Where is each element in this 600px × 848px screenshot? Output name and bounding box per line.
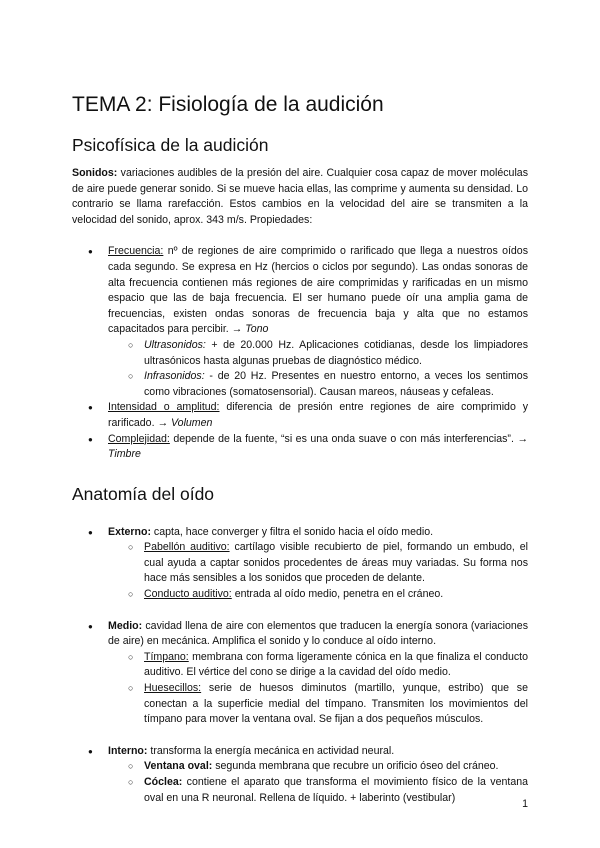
- section-heading-psicofisica: Psicofísica de la audición: [72, 135, 269, 155]
- sound-properties-list: [72, 244, 528, 462]
- list-item-timpano: [108, 650, 528, 681]
- term-huesecillos: Huesecillos:: [144, 682, 202, 695]
- list-item-externo: [72, 525, 528, 603]
- list-item-huesecillos: [108, 681, 528, 728]
- externo-definition: capta, hace converger y filtra el sonido hacia el oído medio.: [150, 525, 434, 538]
- sonidos-definition: variaciones audibles de la presión del aire. Cualquier cosa capaz de mover moléculas de aire puede generar sonido. Si se mueve hacia ellas, las comprime y aumenta su densidad. Lo contrario se llama rarefacción. Estos cambios en la velocidad del aire se transmiten a la velocidad del sonido, aprox. 343 m/s. Propiedades:: [72, 167, 528, 226]
- term-ventana-oval: Ventana oval:: [144, 760, 213, 773]
- frecuencia-sublist: [108, 338, 528, 400]
- list-item-intensidad: [72, 400, 528, 431]
- list-item-pabellon: [108, 540, 528, 587]
- tag-volumen: Volumen: [171, 416, 213, 429]
- term-ultrasonidos: Ultrasonidos:: [144, 338, 206, 351]
- list-item-complejidad: [72, 432, 528, 463]
- ear-externo-list: [72, 525, 528, 603]
- term-intensidad: Intensidad o amplitud:: [108, 401, 220, 414]
- term-coclea: Cóclea:: [144, 776, 183, 788]
- pabellon-definition: cartílago visible recubierto de piel, formando un embudo, el cual ayuda a captar sonidos procedentes de áreas muy variadas. Su forma nos hace más sensibles a los sonidos que proceden de delante.: [144, 541, 528, 585]
- section-heading-anatomia: Anatomía del oído: [72, 483, 215, 504]
- list-item-infrasonidos: [108, 369, 528, 400]
- tag-timbre: Timbre: [108, 448, 141, 461]
- list-item-ventana-oval: [108, 759, 528, 775]
- ear-medio-list: [72, 619, 528, 728]
- medio-sublist: [108, 650, 528, 728]
- ear-interno-list: [72, 744, 528, 806]
- page-number: 1: [522, 798, 528, 810]
- complejidad-definition: depende de la fuente, “si es una onda suave o con más interferencias”. →: [169, 432, 528, 445]
- term-complejidad: Complejidad:: [108, 432, 170, 445]
- infrasonidos-definition: - de 20 Hz. Presentes en nuestro entorno, a veces los sentimos como vibraciones (somatosensorial). Causan mareos, náuseas y cefaleas.: [144, 370, 528, 398]
- term-externo: Externo:: [108, 525, 151, 538]
- tag-tono: Tono: [245, 323, 269, 336]
- ventana-oval-definition: segunda membrana que recubre un orificio óseo del cráneo.: [212, 760, 499, 773]
- term-conducto: Conducto auditivo:: [144, 588, 232, 601]
- frecuencia-definition: nº de regiones de aire comprimido o rarificado que llega a nuestros oídos cada segundo. Se expresa en Hz (hercios o ciclos por segundo). Las ondas sonoras de alta frecuencia contienen más regiones de aire comprimidas y rarificadas en un mismo espacio que las de baja frecuencia. El ser humano puede oír una amplia gama de frecuencias, existen ondas sonoras de frecuencia baja y alta que no estamos capacitados para percibir. →: [108, 245, 528, 336]
- timpano-definition: membrana con forma ligeramente cónica en la que finaliza el conducto auditivo. El vértice del cono se dirige a la cavidad del oído medio.: [144, 650, 528, 679]
- huesecillos-definition: serie de huesos diminutos (martillo, yunque, estribo) que se conectan a la superficie medial del tímpano. Transmiten los movimientos del tímpano para mover la ventana oval. Se fijan a dos pequeños músculos.: [144, 682, 528, 726]
- term-pabellon: Pabellón auditivo:: [144, 541, 230, 554]
- interno-definition: transforma la energía mecánica en actividad neural.: [147, 744, 395, 757]
- intensidad-definition: diferencia de presión entre regiones de aire comprimido y rarificado. →: [108, 401, 529, 429]
- list-item-medio: [72, 619, 528, 728]
- term-timpano: Tímpano:: [144, 650, 189, 663]
- term-frecuencia: Frecuencia:: [108, 245, 164, 258]
- interno-sublist: [108, 759, 528, 806]
- conducto-definition: entrada al oído medio, penetra en el cráneo.: [231, 588, 444, 601]
- list-item-ultrasonidos: [108, 338, 528, 369]
- list-item-frecuencia: [72, 244, 528, 400]
- intro-paragraph: [72, 166, 528, 228]
- document-title: TEMA 2: Fisiología de la audición: [72, 93, 384, 116]
- medio-definition: cavidad llena de aire con elementos que traducen la energía sonora (variaciones de aire) en mecánica. Amplifica el sonido y lo conduce al oído interno.: [108, 619, 528, 648]
- term-sonidos: Sonidos:: [72, 167, 118, 179]
- term-interno: Interno:: [108, 744, 148, 757]
- list-item-conducto: [108, 587, 528, 603]
- coclea-definition: contiene el aparato que transforma el movimiento físico de la ventana oval en una R neuronal. Rellena de líquido. + laberinto (vestibular): [144, 776, 528, 804]
- document-body: [72, 92, 528, 806]
- term-infrasonidos: Infrasonidos:: [144, 370, 205, 383]
- term-medio: Medio:: [108, 619, 143, 632]
- externo-sublist: [108, 540, 528, 602]
- list-item-interno: [72, 744, 528, 806]
- ultrasonidos-definition: + de 20.000 Hz. Aplicaciones cotidianas, desde los limpiadores ultrasónicos hasta algunas pruebas de diagnóstico médico.: [144, 338, 528, 367]
- list-item-coclea: [108, 775, 528, 806]
